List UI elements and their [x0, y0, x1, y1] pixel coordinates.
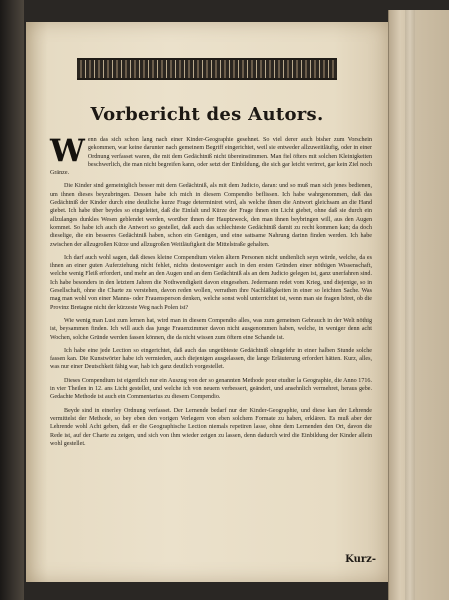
paragraph-2: Die Kinder sind gemeiniglich besser mit dem Gedächtniß, als mit dem Judicio, daran: und so muß man sich jenes bedienen, um ihnen dieses beyzubringen. Dessen habe ich mich in diesem Compendio beflissen. Ich habe wahrgenommen, daß das Gedächtniß der Kinder durch eine deutliche kurze Frage determiniret wird, als welche ihnen die Antwort gleichsam an die Hand giebet. Ich habe über beydes so eingeleitet, daß die Einfalt und Kürze der Frage ihnen ein Licht giebet, ohne daß sie durch ein allzulanges dunkles Wesen geblendet werden, worüber ihnen der Hauptzweck, den man ihnen beybringen will, aus den Augen kommet. So habe ich auch die Antwort so gestellet, daß auch das schlechteste Gedächtniß damit zu recht kommen kan; da doch dieselige, die ein besseres Gedächtniß haben, schon ein Genügen, und eine sattsame Nahrung darinn finden werden. Ich habe zwischen der allzugroßen Kürze und allzugroßen Weitläufigkeit die Mittelstraße gehalten. [50, 183, 372, 248]
paragraph-3: Ich darf auch wohl sagen, daß dieses kleine Compendium vielen ältern Personen nicht undienlich seyn würde, welche, da es ihnen an einer guten Auferziehung nicht fehlet, nichts destoweniger auch in den ersten Gründen einer nöthigen Wissenschaft, welche wenig Fleiß erfordert, und mehr an den Augen und an dem Gedächtniß als an dem Judicio gelegen ist, ganz unerfahren sind. Ich habe besonders in den letztern Jahren die Nothwendigkeit davon eingesehen. Jedermann redet vom Krieg, und diejenige, so in Gesellschaft, ohne die Charte zu verstehen, davon reden wollen, verrathen ihre Nachläßigkeiten in einer so leichten Sache. Was mag man wohl von einer Manns- oder Frauensperson denken, welche sonst wohl unterrichtet ist, wenn man sie fragen höret, ob die Provinz Bretagne nicht der kürzeste Weg nach Polen ist? [50, 254, 372, 311]
book-page [26, 22, 388, 582]
paragraph-4: Wie wenig man Lust zum lernen hat, wird man in diesem Compendio alles, was zum gemeinen Gebrauch in der Welt nöthig ist, beysammen finden. Ich will auch das junge Frauenzimmer davon nicht ausgenommen haben, welche, in weniger denn acht Wochen, solche Gründe werden fassen können, die da nicht wissen zum öftern eine Schande ist. [50, 317, 372, 341]
book-cover-edge [388, 10, 449, 600]
paragraph-5: Ich habe eine jede Lection so eingerichtet, daß auch das ungeübteste Gedächtniß ohngefehr in einer halben Stunde solche fassen kan. Die Kunstwörter habe ich vermieden, auch diejenigen ausgelassen, die lange Erläuterung erfordert hätten. Kurz, alles, was nur einer Deutschkeit fähig war, hab ich ganz deutlich vorgestellet. [50, 347, 372, 371]
paragraph-7: Beyde sind in einerley Ordnung verfasset. Der Lernende bedarf nur der Kinder-Geographie, und diese kan der Lehrende vermittelst der Methode, so bey eben den vorigen Verlegern von eben solchem Formate zu haben, erklären. Es muß aber der Lehrende wohl Acht geben, daß er die Geographische Lection niemals repetiren lasse, ohne dem Lernenden den Ort, davon die Rede ist, auf der Charte zu zeigen, und sich von ihm wieder zeigen zu lassen, denn dadurch wird die Einbildung der Kinder allein wohl gestellet. [50, 407, 372, 447]
book-gutter [0, 0, 24, 600]
paragraph-1 [50, 133, 372, 177]
catchword: Kurz- [345, 554, 376, 565]
paragraph-6: Dieses Compendium ist eigentlich nur ein Auszug von der so genannten Methode pour etudier la Geographie, die Anno 1716. in vier Theilen in 12. ans Licht gestellet, und welche ich von neuem verbessert, geändert, und ansehnlich vermehret, heraus gebe. Gedachte Methode ist auch ein Commentarius zu diesem Compendio. [50, 377, 372, 401]
ornamental-headpiece [77, 58, 337, 80]
preface-body [50, 133, 372, 453]
paragraph-1-text: enn das sich schon lang nach einer Kinder-Geographie gesehnet. So viel derer auch bisher zum Vorschein gekommen, war keine darunter nach gemeinem Begriff eingerichtet, weil sie entweder allzuweitläufig, oder in einer Ordnung verfasset waren, die mit dem Gedächtniß nicht übereinstimmen. Man fiel öfters mit solchen Kleinigkeiten beschwerlich, die man nicht begreifen kann, oder setzt der Einbildung, die sich gar leicht verirret, gar kein Ziel noch Gränze. [50, 137, 372, 177]
cover-fold [405, 10, 415, 600]
page-title: Vorbericht des Autors. [90, 104, 324, 125]
drop-cap: W [50, 133, 85, 169]
